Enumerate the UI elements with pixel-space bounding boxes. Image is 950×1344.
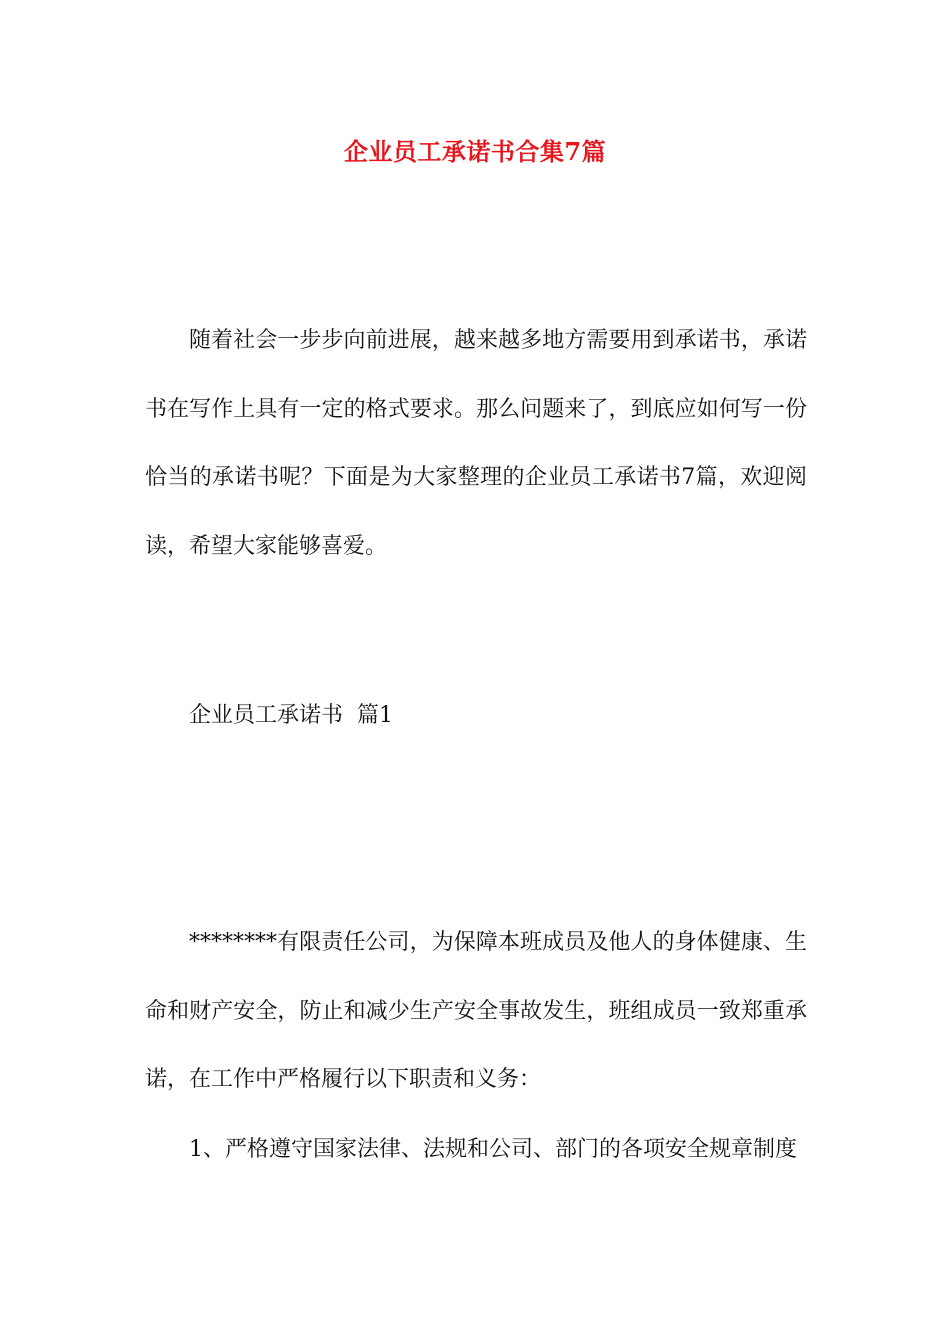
section-heading: 企业员工承诺书 篇1	[189, 703, 393, 728]
document-title: 企业员工承诺书合集7篇	[343, 137, 607, 166]
list-item: 1、严格遵守国家法律、法规和公司、部门的各项安全规章制度	[189, 1137, 797, 1162]
section-paragraph: ********有限责任公司，为保障本班成员及他人的身体健康、生命和财产安全，防止和减少生产安全事故发生，班组成员一致郑重承诺，在工作中严格履行以下职责和义务：	[145, 930, 807, 1092]
intro-paragraph: 随着社会一步步向前进展，越来越多地方需要用到承诺书，承诺书在写作上具有一定的格式要求。那么问题来了，到底应如何写一份恰当的承诺书呢？下面是为大家整理的企业员工承诺书7篇，欢迎阅读，希望大家能够喜爱。	[145, 328, 807, 559]
